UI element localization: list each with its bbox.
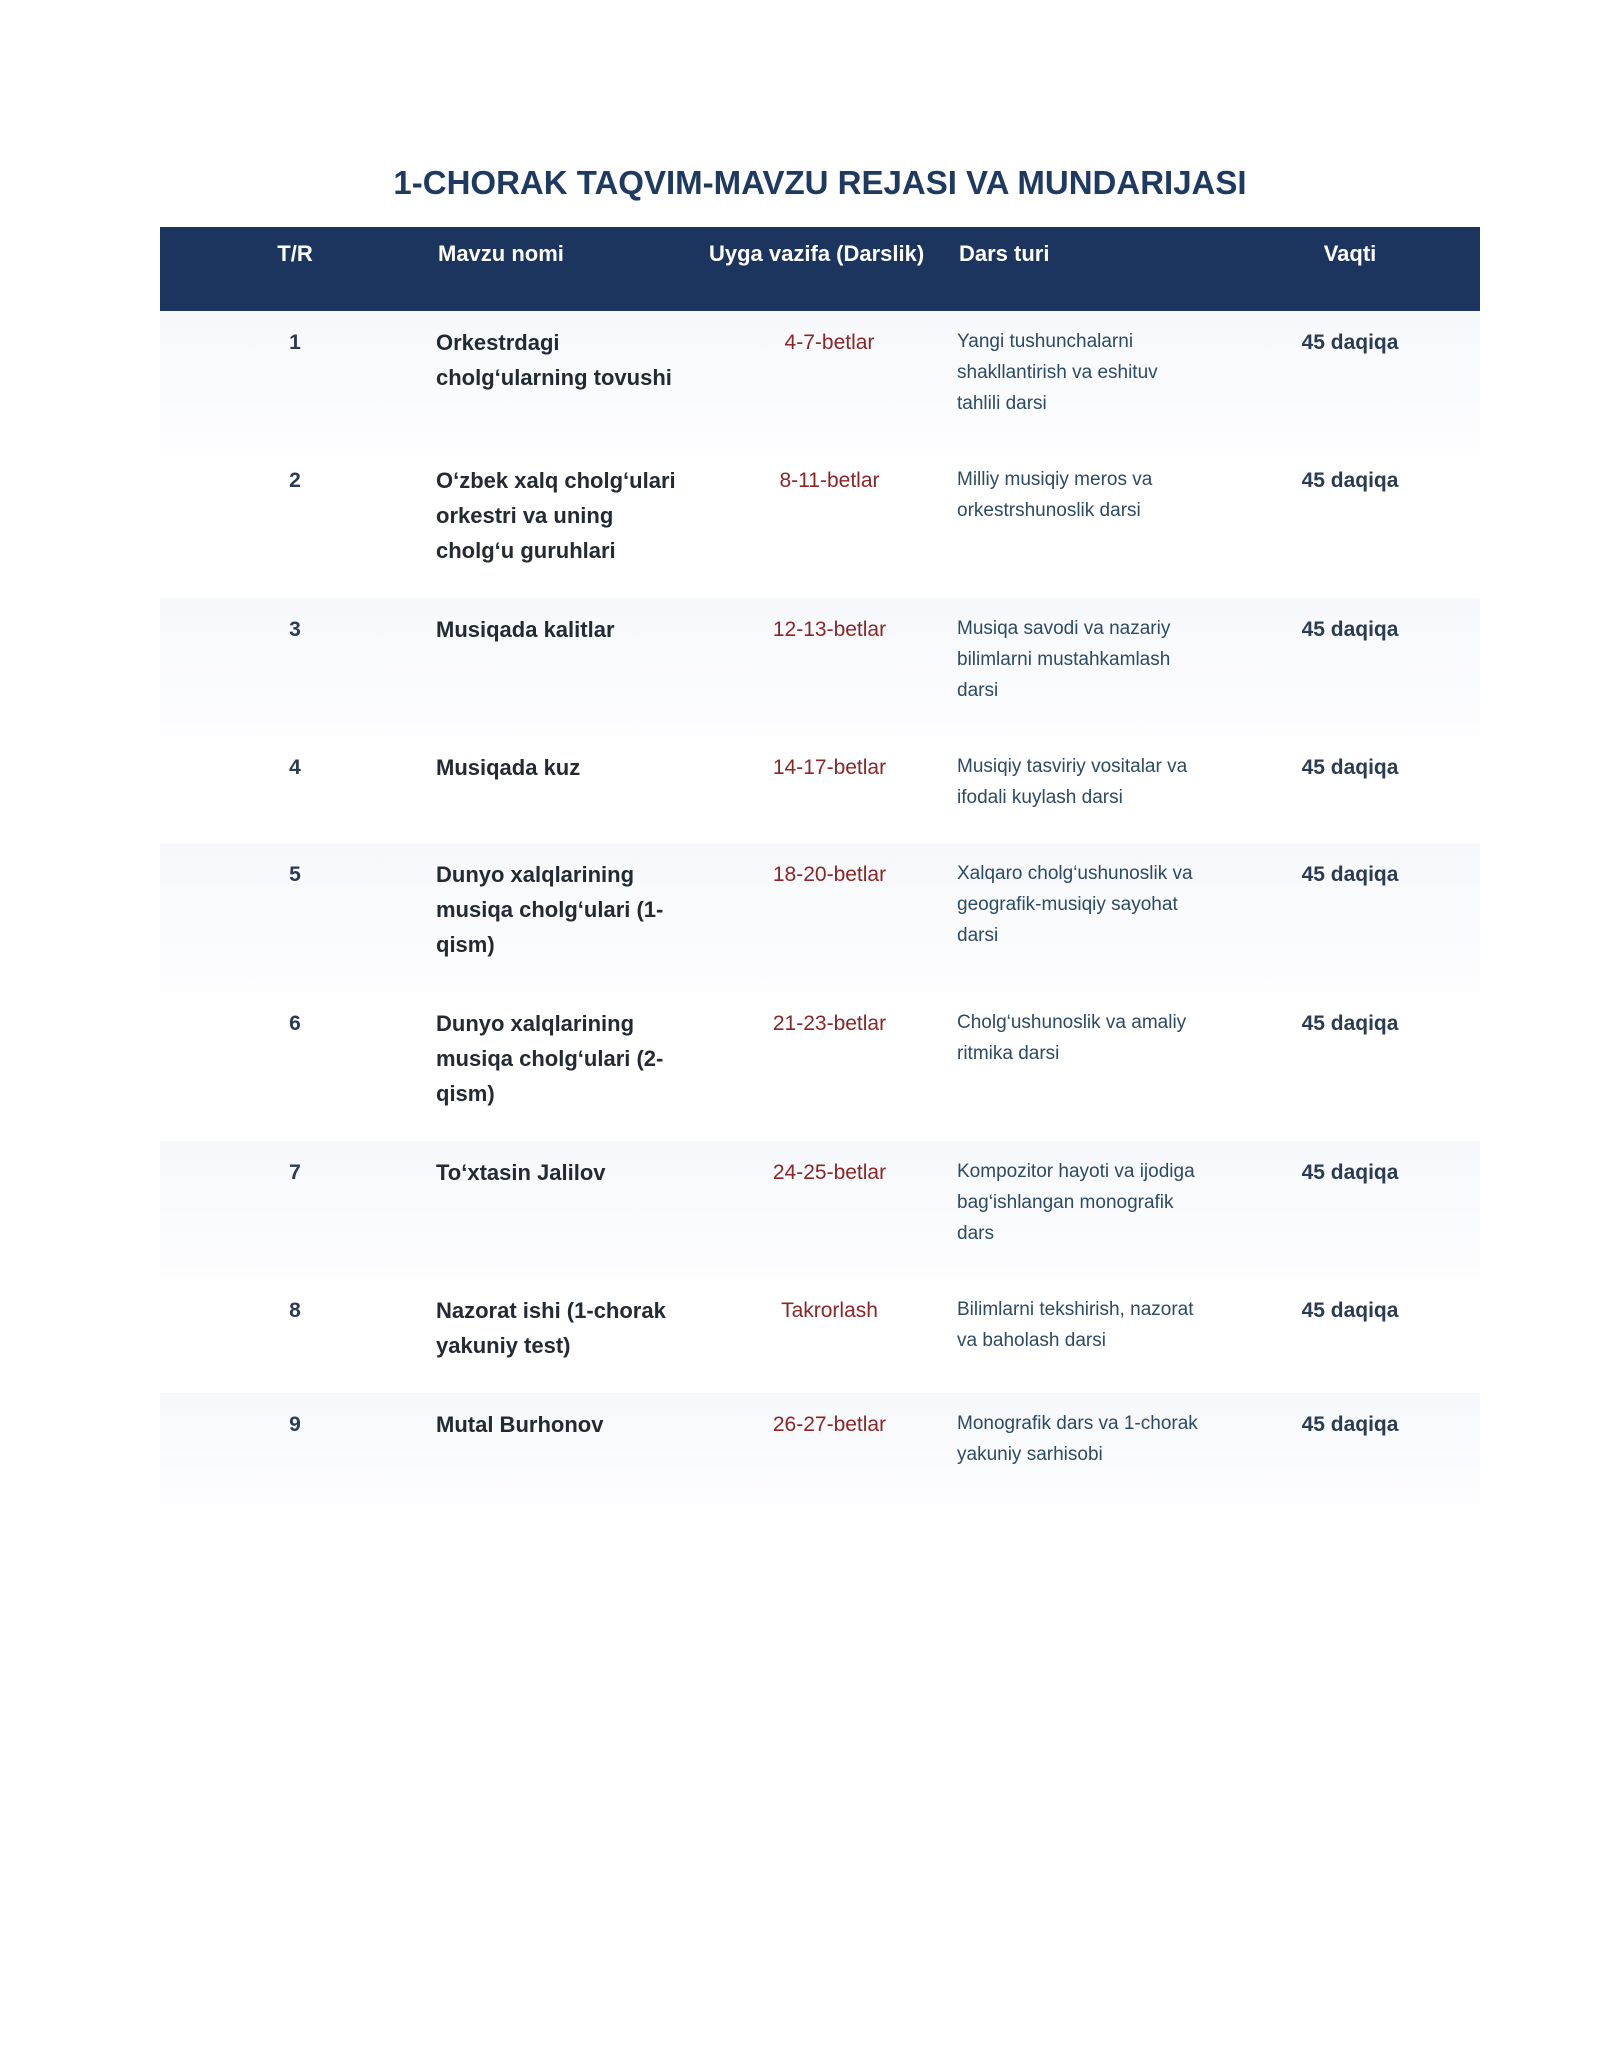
row-homework: 8-11-betlar [705, 449, 955, 598]
row-number: 5 [160, 843, 430, 992]
row-lesson-type-text: Musiqa savodi va nazariy bilimlarni mustahkamlash darsi [957, 618, 1171, 701]
column-header-number: T/R [160, 227, 430, 311]
row-number: 9 [160, 1393, 430, 1504]
row-lesson-type-text: Cholg‘ushunoslik va amaliy ritmika darsi [957, 1012, 1187, 1064]
row-topic-text: Musiqada kalitlar [436, 617, 615, 642]
row-topic-text: O‘zbek xalq cholg‘ulari orkestri va uning cholg‘u guruhlari [436, 468, 676, 563]
row-time: 45 daqiqa [1220, 1141, 1480, 1279]
row-topic-text: Nazorat ishi (1-chorak yakuniy test) [436, 1298, 666, 1358]
row-lesson-type-text: Bilimlarni tekshirish, nazorat va baholash darsi [957, 1299, 1194, 1351]
row-lesson-type [955, 1279, 1220, 1393]
row-homework: 21-23-betlar [705, 992, 955, 1141]
row-lesson-type [955, 449, 1220, 598]
row-number: 7 [160, 1141, 430, 1279]
row-number: 8 [160, 1279, 430, 1393]
table-row [160, 843, 1480, 992]
row-topic [430, 449, 705, 598]
table-row [160, 1279, 1480, 1393]
row-lesson-type-text: Xalqaro cholg‘ushunoslik va geografik-musiqiy sayohat darsi [957, 863, 1193, 946]
column-header-lesson-type: Dars turi [955, 227, 1220, 311]
row-number: 6 [160, 992, 430, 1141]
table-row [160, 598, 1480, 736]
row-topic [430, 1141, 705, 1279]
table-row [160, 311, 1480, 449]
lesson-plan-table [160, 227, 1480, 1504]
row-time: 45 daqiqa [1220, 736, 1480, 843]
row-lesson-type-text: Yangi tushunchalarni shakllantirish va eshituv tahlili darsi [957, 331, 1158, 414]
row-topic [430, 1279, 705, 1393]
row-time: 45 daqiqa [1220, 1279, 1480, 1393]
row-number: 4 [160, 736, 430, 843]
row-number: 3 [160, 598, 430, 736]
row-lesson-type [955, 598, 1220, 736]
row-topic [430, 992, 705, 1141]
row-lesson-type [955, 1141, 1220, 1279]
table-header-row [160, 227, 1480, 311]
table-row [160, 1393, 1480, 1504]
row-homework: Takrorlash [705, 1279, 955, 1393]
row-time: 45 daqiqa [1220, 598, 1480, 736]
row-time: 45 daqiqa [1220, 449, 1480, 598]
row-topic [430, 843, 705, 992]
row-topic-text: Musiqada kuz [436, 755, 581, 780]
row-time: 45 daqiqa [1220, 311, 1480, 449]
row-lesson-type [955, 992, 1220, 1141]
row-topic-text: Dunyo xalqlarining musiqa cholg‘ulari (1-qism) [436, 862, 664, 957]
row-topic [430, 1393, 705, 1504]
row-number: 1 [160, 311, 430, 449]
row-lesson-type-text: Kompozitor hayoti va ijodiga bag‘ishlangan monografik dars [957, 1161, 1195, 1244]
row-lesson-type [955, 843, 1220, 992]
table-row [160, 449, 1480, 598]
row-time: 45 daqiqa [1220, 1393, 1480, 1504]
row-lesson-type-text: Monografik dars va 1-chorak yakuniy sarhisobi [957, 1413, 1198, 1465]
column-header-homework: Uyga vazifa (Darslik) [705, 227, 955, 311]
row-lesson-type [955, 311, 1220, 449]
table-row [160, 1141, 1480, 1279]
row-homework: 26-27-betlar [705, 1393, 955, 1504]
row-topic [430, 311, 705, 449]
table-body [160, 311, 1480, 1504]
row-homework: 4-7-betlar [705, 311, 955, 449]
table-row [160, 992, 1480, 1141]
row-topic-text: Mutal Burhonov [436, 1412, 604, 1437]
table-header [160, 227, 1480, 311]
row-number: 2 [160, 449, 430, 598]
row-lesson-type-text: Milliy musiqiy meros va orkestrshunoslik darsi [957, 469, 1153, 521]
row-homework: 24-25-betlar [705, 1141, 955, 1279]
column-header-time: Vaqti [1220, 227, 1480, 311]
row-lesson-type [955, 736, 1220, 843]
row-time: 45 daqiqa [1220, 992, 1480, 1141]
row-homework: 18-20-betlar [705, 843, 955, 992]
table-row [160, 736, 1480, 843]
row-topic-text: Dunyo xalqlarining musiqa cholg‘ulari (2-qism) [436, 1011, 664, 1106]
row-topic-text: To‘xtasin Jalilov [436, 1160, 606, 1185]
row-lesson-type-text: Musiqiy tasviriy vositalar va ifodali kuylash darsi [957, 756, 1188, 808]
row-topic [430, 598, 705, 736]
row-homework: 14-17-betlar [705, 736, 955, 843]
row-homework: 12-13-betlar [705, 598, 955, 736]
row-topic [430, 736, 705, 843]
page-title: 1-CHORAK TAQVIM-MAVZU REJASI VA MUNDARIJASI [393, 164, 1247, 202]
row-time: 45 daqiqa [1220, 843, 1480, 992]
row-lesson-type [955, 1393, 1220, 1504]
column-header-topic: Mavzu nomi [430, 227, 705, 311]
row-topic-text: Orkestrdagi cholg‘ularning tovushi [436, 330, 672, 390]
